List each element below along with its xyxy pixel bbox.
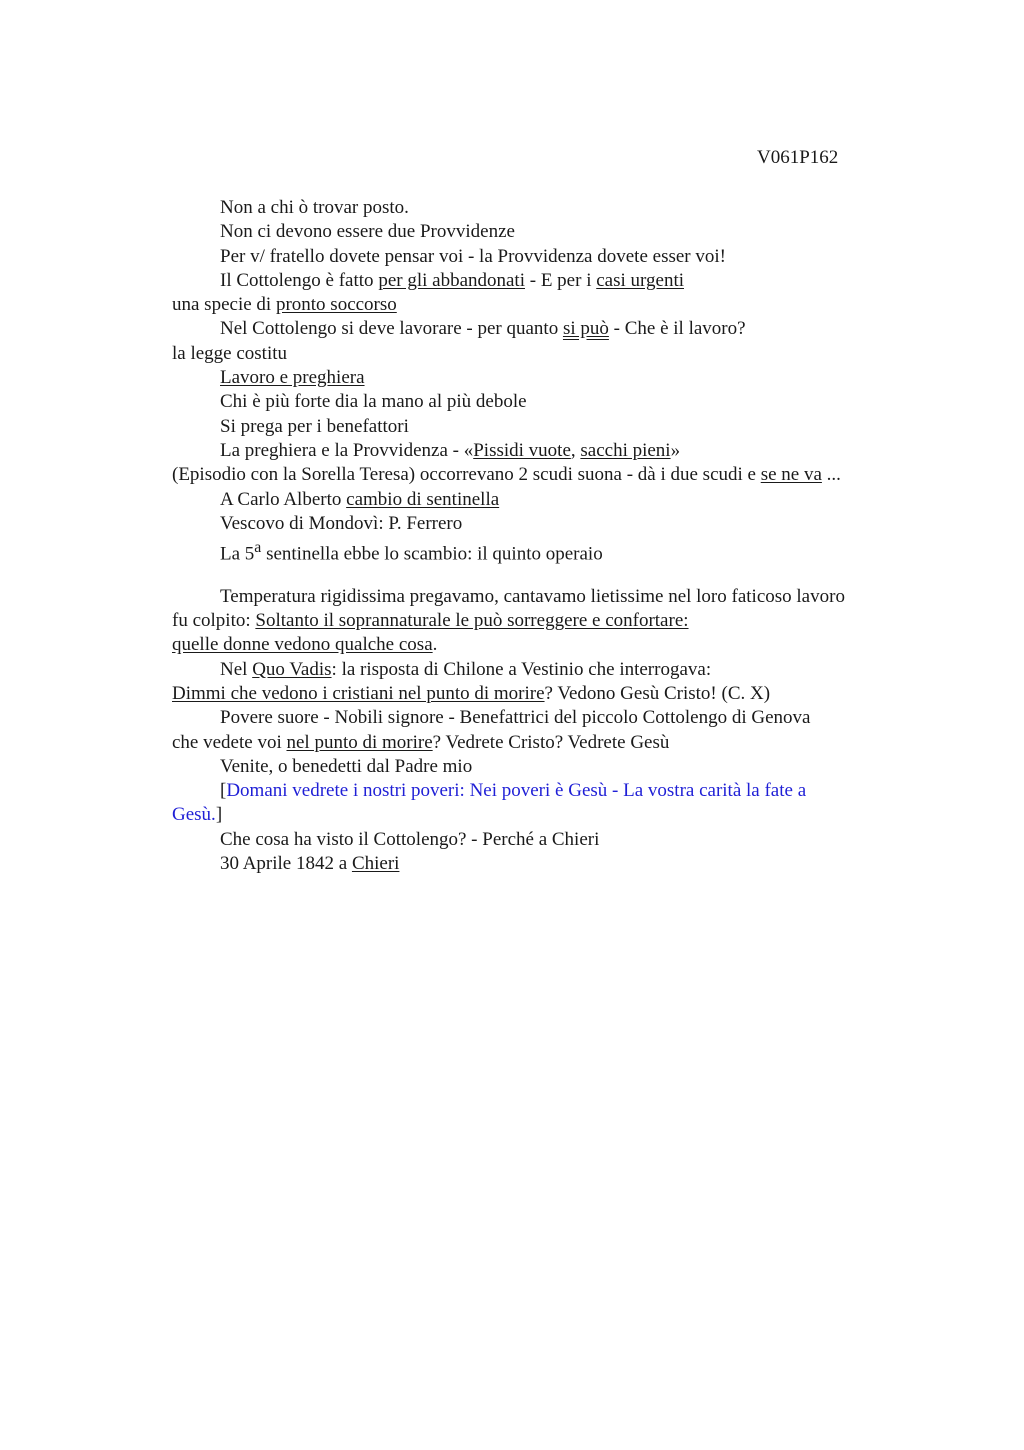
text-line: Povere suore - Nobili signore - Benefattrici del piccolo Cottolengo di Genova: [220, 707, 811, 729]
text-line: Gesù.]: [172, 804, 223, 826]
blue-note: Domani vedrete i nostri poveri: Nei poveri è Gesù - La vostra carità la fate a: [226, 780, 807, 802]
underlined-phrase: Dimmi che vedono i cristiani nel punto di morire: [172, 682, 545, 704]
text-line: una specie di pronto soccorso: [172, 294, 397, 316]
underlined-phrase: casi urgenti: [596, 269, 684, 291]
underlined-phrase: Chieri: [351, 853, 400, 875]
text-line: Temperatura rigidissima pregavamo, cantavamo lietissime nel loro faticoso lavoro: [220, 585, 845, 607]
text-line: Il Cottolengo è fatto per gli abbandonati - E per i casi urgenti: [220, 269, 684, 291]
text-line: la legge costitu: [172, 342, 288, 364]
underlined-phrase: Quo Vadis: [252, 658, 332, 680]
page-id: V061P162: [757, 147, 839, 168]
underlined-phrase: Lavoro e preghiera: [220, 367, 365, 389]
text-line: fu colpito: Soltanto il soprannaturale le può sorreggere e confortare:: [172, 610, 689, 632]
manuscript-transcription: [172, 196, 972, 876]
text-line: Per v/ fratello dovete pensar voi - la Provvidenza dovete esser voi!: [220, 245, 726, 267]
underlined-phrase: cambio di sentinella: [346, 488, 500, 510]
text-line: Non a chi ò trovar posto.: [220, 197, 409, 218]
text-line: (Episodio con la Sorella Teresa) occorrevano 2 scudi suona - dà i due scudi e se ne va ...: [172, 464, 841, 486]
text-line: La 5$^a$ sentinella ebbe lo scambio: il quinto operaio: [220, 539, 603, 565]
underlined-phrase: Soltanto il soprannaturale le può sorreggere e confortare:: [255, 610, 689, 632]
underlined-phrase: se ne va: [760, 464, 822, 486]
text-line: [Domani vedrete i nostri poveri: Nei poveri è Gesù - La vostra carità la fate a: [220, 780, 807, 802]
text-line: Vescovo di Mondovì: P. Ferrero: [220, 512, 463, 534]
underlined-phrase: Pissidi vuote: [473, 439, 571, 461]
text-line: che vedete voi nel punto di morire? Vedrete Cristo? Vedrete Gesù: [172, 731, 670, 753]
text-line: Chi è più forte dia la mano al più debole: [220, 391, 527, 413]
underlined-phrase: sacchi pieni: [580, 439, 671, 461]
underlined-phrase: quelle donne vedono qualche cosa: [172, 634, 433, 656]
text-line: Che cosa ha visto il Cottolengo? - Perché a Chieri: [220, 828, 600, 850]
text-line: Nel Quo Vadis: la risposta di Chilone a Vestinio che interrogava:: [220, 658, 712, 680]
blue-note: Gesù.: [172, 804, 216, 826]
text-line: Si prega per i benefattori: [220, 415, 409, 437]
underlined-phrase: pronto soccorso: [275, 294, 397, 316]
text-line: Dimmi che vedono i cristiani nel punto di morire? Vedono Gesù Cristo! (C. X): [172, 682, 771, 704]
double-underlined-phrase: si può: [562, 318, 609, 340]
underlined-phrase: nel punto di morire: [286, 731, 433, 753]
superscript: a: [254, 539, 262, 557]
text-line: La preghiera e la Provvidenza - «Pissidi vuote, sacchi pieni»: [220, 439, 681, 461]
text-line: quelle donne vedono qualche cosa.: [172, 634, 438, 656]
text-line: [172, 366, 972, 390]
text-line: A Carlo Alberto cambio di sentinella: [220, 488, 500, 510]
underlined-phrase: per gli abbandonati: [378, 269, 525, 291]
text-line: Non ci devono essere due Provvidenze: [220, 221, 515, 243]
text-line: Venite, o benedetti dal Padre mio: [220, 755, 473, 777]
text-line: Nel Cottolengo si deve lavorare - per quanto si può - Che è il lavoro?: [220, 318, 746, 340]
text-line: 30 Aprile 1842 a Chieri: [220, 853, 400, 875]
